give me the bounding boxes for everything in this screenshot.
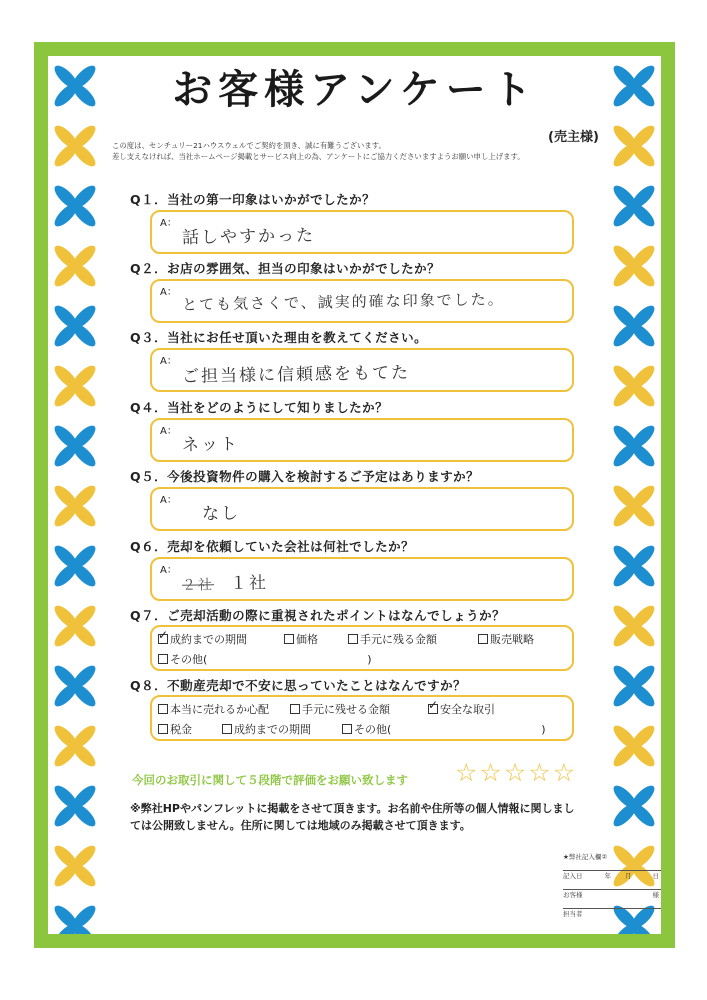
petal-motif [51, 902, 99, 934]
answer-1-text: 話しやすかった [181, 225, 316, 249]
checkbox[interactable] [158, 704, 168, 714]
q8-option-1[interactable]: 本当に売れるか心配 [158, 701, 269, 717]
privacy-notice: ※弊社HPやパンフレットに掲載をさせて頂きます。お名前や住所等の個人情報に関しましては公開致しません。住所に関しては地域のみ掲載させて頂きます。 [130, 802, 575, 832]
rating-stars[interactable]: ☆☆☆☆☆ [455, 758, 578, 787]
answer-prefix: A： [160, 218, 177, 229]
entry-date-row: 記入日 年 月 日 [563, 871, 661, 890]
q7-option-5[interactable]: その他( ) [158, 651, 372, 667]
answer-prefix: A： [160, 495, 177, 506]
answer-6-struck: ２社 [181, 577, 215, 594]
answer-prefix: A： [160, 287, 177, 298]
question-5: Q５．今後投資物件の購入を検討するご予定はありますか？ [130, 469, 480, 484]
office-heading: ★弊社記入欄② [563, 852, 661, 871]
q7-option-1[interactable]: ✓成約までの期間 [158, 631, 247, 647]
question-3: Q３．当社にお任せ頂いた理由を教えてください。 [130, 330, 428, 345]
answer-3-field[interactable] [150, 348, 574, 392]
q7-option-3[interactable]: 手元に残る金額 [348, 631, 437, 647]
page-title: お客様アンケート [172, 67, 538, 113]
petal-motif [610, 722, 658, 770]
answer-prefix: A： [160, 565, 177, 576]
checkbox[interactable] [284, 634, 294, 644]
petal-motif [51, 62, 99, 110]
petal-motif [610, 662, 658, 710]
petal-motif [610, 782, 658, 830]
answer-6-value: １社 [229, 573, 269, 594]
q8-option-6[interactable]: その他( ) [342, 721, 546, 737]
question-8: Q８．不動産売却で不安に思っていたことはなんですか？ [130, 678, 467, 693]
q8-options [150, 695, 574, 741]
q8-option-5[interactable]: 成約までの期間 [222, 721, 311, 737]
petal-motif [610, 182, 658, 230]
petal-motif [610, 62, 658, 110]
customer-row: お客様 様 [563, 890, 661, 909]
petal-motif [51, 302, 99, 350]
answer-prefix: A： [160, 356, 177, 367]
checkbox[interactable] [478, 634, 488, 644]
respondent-type: (売主様) [548, 130, 599, 145]
petal-motif [610, 602, 658, 650]
answer-4-field[interactable] [150, 418, 574, 462]
petal-motif [51, 422, 99, 470]
petal-motif [610, 362, 658, 410]
petal-motif [51, 242, 99, 290]
question-1: Q１．当社の第一印象はいかがでしたか？ [130, 192, 376, 207]
intro-text: この度は、センチュリー21ハウスウェルでご契約を頂き、誠に有難うございます。 差し支えなければ、当社ホームページ掲載とサービス向上の為、アンケートにご協力くださいますようお願い申し上げます。 [112, 141, 525, 161]
petal-motif [610, 422, 658, 470]
petal-motif [610, 542, 658, 590]
answer-2-field[interactable] [150, 279, 574, 323]
answer-prefix: A： [160, 426, 177, 437]
petal-motif [51, 842, 99, 890]
petal-motif [51, 662, 99, 710]
petal-motif [610, 122, 658, 170]
petal-motif [51, 182, 99, 230]
office-use-box [563, 852, 661, 927]
checkbox[interactable] [342, 724, 352, 734]
checkbox[interactable] [290, 704, 300, 714]
answer-3-text: ご担当様に信頼感をもてた [181, 363, 411, 387]
q7-options [150, 625, 574, 671]
answer-4-text: ネット [181, 434, 240, 456]
answer-5-text: なし [201, 503, 241, 525]
staff-row: 担当者 [563, 910, 583, 918]
q8-option-4[interactable]: 税金 [158, 721, 192, 737]
checkbox[interactable] [222, 724, 232, 734]
q8-option-3[interactable]: ✓ 安全な取引 [428, 701, 495, 717]
petal-motif [51, 482, 99, 530]
petal-motif [610, 242, 658, 290]
answer-6-text [182, 568, 268, 594]
answer-5-field[interactable] [150, 487, 574, 531]
question-4: Q４．当社をどのようにして知りましたか？ [130, 400, 389, 415]
petal-motif [51, 722, 99, 770]
petal-motif [610, 482, 658, 530]
question-7: Q７．ご売却活動の際に重視されたポイントはなんでしょうか？ [130, 608, 506, 623]
petal-motif [51, 542, 99, 590]
q7-option-4[interactable]: 販売戦略 [478, 631, 534, 647]
left-pattern-border [48, 56, 102, 934]
question-2: Q２．お店の雰囲気、担当の印象はいかがでしたか？ [130, 261, 441, 276]
petal-motif [51, 122, 99, 170]
checkbox-checked[interactable] [428, 704, 438, 714]
rating-prompt: 今回のお取引に関して５段階で評価をお願い致します [132, 773, 408, 787]
petal-motif [51, 602, 99, 650]
right-pattern-border [607, 56, 661, 934]
petal-motif [51, 362, 99, 410]
checkbox[interactable] [348, 634, 358, 644]
checkbox[interactable] [158, 724, 168, 734]
checkbox[interactable] [158, 654, 168, 664]
answer-6-field[interactable] [150, 557, 574, 601]
petal-motif [51, 782, 99, 830]
answer-1-field[interactable] [150, 210, 574, 254]
question-6: Q６．売却を依頼していた会社は何社でしたか？ [130, 539, 415, 554]
q7-option-2[interactable]: 価格 [284, 631, 318, 647]
checkbox-checked[interactable] [158, 634, 168, 644]
q8-option-2[interactable]: 手元に残せる金額 [290, 701, 390, 717]
answer-2-text: とても気さくで、誠実的確な印象でした。 [181, 290, 505, 314]
petal-motif [610, 302, 658, 350]
